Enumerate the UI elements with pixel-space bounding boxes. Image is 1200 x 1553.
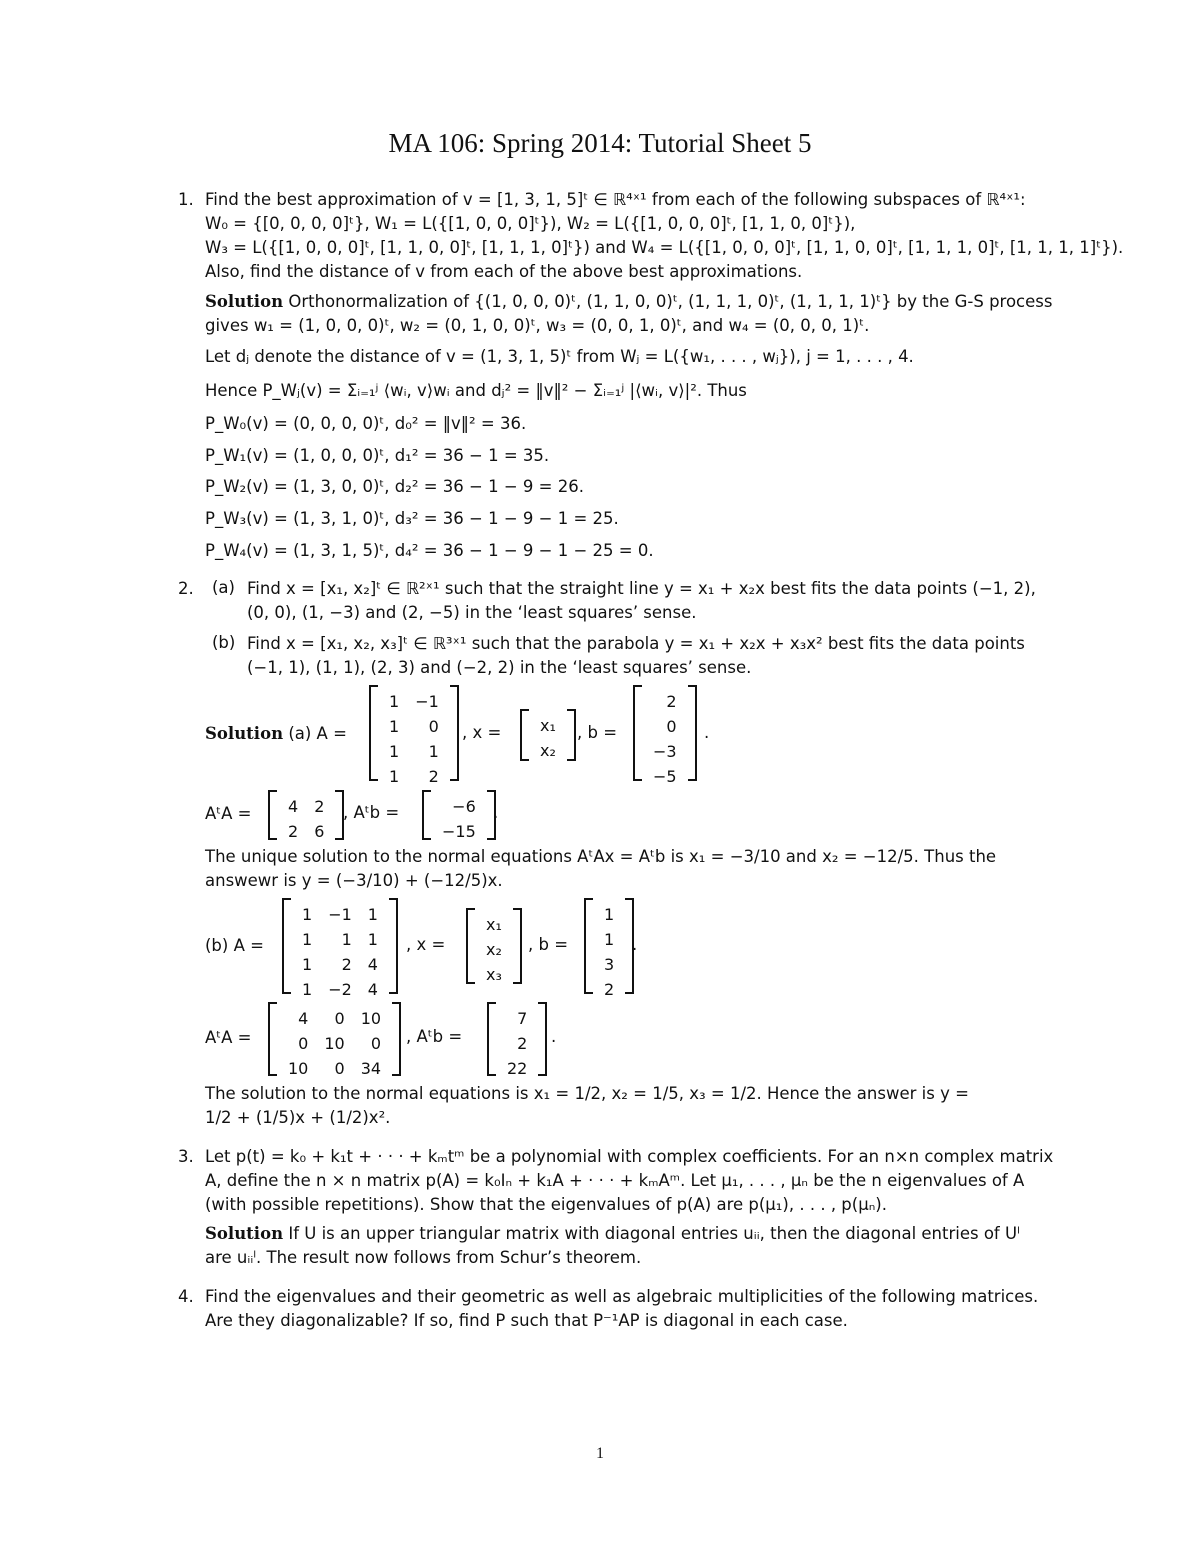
matrix-cell: 2	[517, 1034, 528, 1053]
matrix-cell: 0	[334, 1009, 345, 1028]
matrix-cell: 0	[298, 1034, 309, 1053]
matrix-cell: 7	[517, 1009, 528, 1028]
matrix-cell: 4	[367, 955, 378, 974]
page-number: 1	[596, 1445, 604, 1462]
q2b-answer-line-1: The solution to the normal equations is x₁ = 1/2, x₂ = 1/5, x₃ = 1/2. Hence the answer is y =	[205, 1084, 969, 1103]
q1-line-4: Also, find the distance of v from each of the above best approximations.	[205, 262, 803, 281]
period: .	[551, 1027, 557, 1046]
q1-result-4: P_W₄(v) = (1, 3, 1, 5)ᵗ, d₄² = 36 − 1 − 9 − 1 − 25 = 0.	[205, 541, 654, 560]
matrix-cell: 1	[302, 930, 313, 949]
period: .	[493, 803, 499, 822]
q2a-line-1: Find x = [x₁, x₂]ᵗ ∈ ℝ²ˣ¹ such that the straight line y = x₁ + x₂x best fits the data points (−1, 2),	[247, 579, 1036, 598]
Atb-b-label: , Aᵗb =	[406, 1027, 463, 1046]
matrix-cell: 2	[288, 822, 299, 841]
matrix-cell: 34	[360, 1059, 382, 1078]
matrix-cell: 10	[324, 1034, 345, 1053]
matrix-cell: −5	[653, 767, 677, 786]
q1-line-3: W₃ = L({[1, 0, 0, 0]ᵗ, [1, 1, 0, 0]ᵗ, [1, 1, 1, 0]ᵗ}) and W₄ = L({[1, 0, 0, 0]ᵗ, [1, 1, 0, 0]ᵗ, [1, 1, 1, 0]ᵗ, [1, 1, 1, 1]ᵗ}).	[205, 238, 1124, 257]
matrix-cell: 2	[666, 692, 677, 711]
q2b-answer-line-2: 1/2 + (1/5)x + (1/2)x².	[205, 1108, 391, 1127]
matrix-cell: 6	[314, 822, 325, 841]
q1-solution-line-4: Hence P_Wⱼ(v) = Σᵢ₌₁ʲ ⟨wᵢ, v⟩wᵢ and dⱼ² = ‖v‖² − Σᵢ₌₁ʲ |⟨wᵢ, v⟩|². Thus	[205, 381, 747, 400]
matrix-cell: 1	[389, 742, 400, 761]
matrix-cell: 10	[360, 1009, 382, 1028]
vector-Atb-a	[422, 790, 499, 841]
q3-solution-line-1	[205, 1223, 1020, 1245]
matrix-cell: 0	[370, 1034, 382, 1053]
q4-number: 4.	[178, 1287, 194, 1306]
q2a-answer-line-1: The unique solution to the normal equations AᵗAx = Aᵗb is x₁ = −3/10 and x₂ = −12/5. Thus the	[205, 847, 997, 866]
q4-line-2: Are they diagonalizable? If so, find P such that P⁻¹AP is diagonal in each case.	[205, 1311, 848, 1330]
period: .	[704, 723, 710, 742]
q2a-line-2: (0, 0), (1, −3) and (2, −5) in the ‘least squares’ sense.	[247, 603, 697, 622]
matrix-cell: 1	[367, 905, 378, 924]
solution-label: Solution	[205, 292, 284, 311]
matrix-AtA-b	[268, 1002, 401, 1076]
matrix-cell: 1	[389, 692, 400, 711]
q1-result-3: P_W₃(v) = (1, 3, 1, 0)ᵗ, d₃² = 36 − 1 − 9 − 1 = 25.	[205, 509, 619, 528]
AtA-a-label: AᵗA =	[205, 804, 252, 823]
solution-label: Solution	[205, 724, 284, 743]
q2a-answer-line-2: answewr is y = (−3/10) + (−12/5)x.	[205, 871, 503, 890]
matrix-cell: 1	[302, 905, 313, 924]
matrix-cell: 4	[367, 980, 378, 999]
q1-line-2: W₀ = {[0, 0, 0, 0]ᵗ}, W₁ = L({[1, 0, 0, 0]ᵗ}), W₂ = L({[1, 0, 0, 0]ᵗ, [1, 1, 0, 0]ᵗ}),	[205, 214, 856, 233]
matrix-cell: 22	[507, 1059, 528, 1078]
matrix-cell: x₂	[486, 940, 502, 959]
q3-solution-line-2: are uᵢᵢˡ. The result now follows from Schur’s theorem.	[205, 1248, 642, 1267]
matrix-cell: x₃	[486, 965, 502, 984]
q3-number: 3.	[178, 1147, 194, 1166]
Atb-a-label: , Aᵗb =	[343, 803, 400, 822]
matrix-cell: −3	[653, 742, 677, 761]
vector-Atb-b	[487, 1002, 547, 1076]
q1-number: 1.	[178, 190, 194, 209]
q1-solution-text-1: Orthonormalization of {(1, 0, 0, 0)ᵗ, (1, 1, 0, 0)ᵗ, (1, 1, 1, 0)ᵗ, (1, 1, 1, 1)ᵗ} by the G-S process	[288, 292, 1053, 311]
matrix-cell: 2	[428, 767, 439, 786]
matrix-cell: −2	[328, 980, 352, 999]
q2b-line-2: (−1, 1), (1, 1), (2, 3) and (−2, 2) in the ‘least squares’ sense.	[247, 658, 752, 677]
matrix-cell: −15	[442, 822, 476, 841]
q1-line-1: Find the best approximation of v = [1, 3, 1, 5]ᵗ ∈ ℝ⁴ˣ¹ from each of the following subspaces of ℝ⁴ˣ¹:	[205, 190, 1026, 209]
vector-x-a	[520, 709, 576, 761]
q4-line-1: Find the eigenvalues and their geometric as well as algebraic multiplicities of the following matrices.	[205, 1287, 1039, 1306]
page-title: MA 106: Spring 2014: Tutorial Sheet 5	[388, 128, 812, 158]
vector-x-b	[466, 908, 522, 984]
matrix-cell: 2	[604, 980, 615, 999]
matrix-cell: 2	[314, 797, 325, 816]
solution-label: Solution	[205, 1224, 284, 1243]
q3-line-2: A, define the n × n matrix p(A) = k₀Iₙ + k₁A + · · · + kₘAᵐ. Let μ₁, . . . , μₙ be the n eigenvalues of A	[205, 1171, 1025, 1190]
matrix-cell: 1	[604, 905, 615, 924]
matrix-cell: 1	[389, 717, 400, 736]
matrix-A-a	[369, 685, 459, 786]
matrix-cell: 4	[298, 1009, 309, 1028]
matrix-cell: x₁	[486, 915, 502, 934]
matrix-cell: 1	[367, 930, 378, 949]
q3-line-3: (with possible repetitions). Show that the eigenvalues of p(A) are p(μ₁), . . . , p(μₙ).	[205, 1195, 887, 1214]
q2-number: 2.	[178, 579, 194, 598]
matrix-cell: 4	[288, 797, 299, 816]
q1-solution-line-2: gives w₁ = (1, 0, 0, 0)ᵗ, w₂ = (0, 1, 0, 0)ᵗ, w₃ = (0, 0, 1, 0)ᵗ, and w₄ = (0, 0, 0, 1)ᵗ.	[205, 316, 870, 335]
vector-b-a	[633, 685, 697, 786]
matrix-A-b	[282, 898, 398, 999]
matrix-cell: −6	[452, 797, 476, 816]
q1-result-1: P_W₁(v) = (1, 0, 0, 0)ᵗ, d₁² = 36 − 1 = 35.	[205, 446, 550, 465]
matrix-cell: 1	[302, 955, 313, 974]
matrix-cell: 0	[666, 717, 677, 736]
matrix-A-b-label: (b) A =	[205, 936, 264, 955]
vector-x-label: , x =	[406, 935, 446, 954]
q3-line-1: Let p(t) = k₀ + k₁t + · · · + kₘtᵐ be a polynomial with complex coefficients. For an n×n complex matrix	[205, 1147, 1054, 1166]
matrix-cell: −1	[328, 905, 352, 924]
matrix-cell: 3	[604, 955, 615, 974]
q2-part-b-label: (b)	[212, 633, 236, 652]
matrix-cell: x₂	[540, 741, 556, 760]
vector-b-label: , b =	[577, 723, 618, 742]
matrix-cell: 0	[428, 717, 439, 736]
matrix-cell: −1	[415, 692, 439, 711]
matrix-cell: 1	[604, 930, 615, 949]
matrix-cell: 1	[428, 742, 439, 761]
vector-b-label: , b =	[528, 935, 569, 954]
q1-result-2: P_W₂(v) = (1, 3, 0, 0)ᵗ, d₂² = 36 − 1 − 9 = 26.	[205, 477, 584, 496]
AtA-b-label: AᵗA =	[205, 1028, 252, 1047]
q2-part-a-label: (a)	[212, 578, 235, 597]
matrix-cell: 1	[341, 930, 352, 949]
q2-solution-a-label	[205, 723, 347, 745]
vector-x-label: , x =	[462, 723, 502, 742]
q3-solution-text-1: If U is an upper triangular matrix with diagonal entries uᵢᵢ, then the diagonal entries of Uˡ	[288, 1224, 1020, 1243]
matrix-cell: 1	[302, 980, 313, 999]
matrix-cell: 10	[288, 1059, 309, 1078]
q1-solution-line-3: Let dⱼ denote the distance of v = (1, 3, 1, 5)ᵗ from Wⱼ = L({w₁, . . . , wⱼ}), j = 1, . . . , 4.	[205, 347, 914, 366]
vector-b-b	[584, 898, 634, 999]
matrix-cell: 1	[389, 767, 400, 786]
period: .	[632, 935, 638, 954]
q2b-line-1: Find x = [x₁, x₂, x₃]ᵗ ∈ ℝ³ˣ¹ such that the parabola y = x₁ + x₂x + x₃x² best fits the data points	[247, 634, 1025, 653]
matrix-cell: 2	[341, 955, 352, 974]
matrix-AtA-a	[268, 790, 344, 840]
matrix-cell: 0	[334, 1059, 345, 1078]
matrix-cell: x₁	[540, 716, 556, 735]
q1-solution-line-1	[205, 291, 1052, 313]
matrix-A-label: (a) A =	[288, 724, 347, 743]
q1-result-0: P_W₀(v) = (0, 0, 0, 0)ᵗ, d₀² = ‖v‖² = 36.	[205, 414, 527, 433]
